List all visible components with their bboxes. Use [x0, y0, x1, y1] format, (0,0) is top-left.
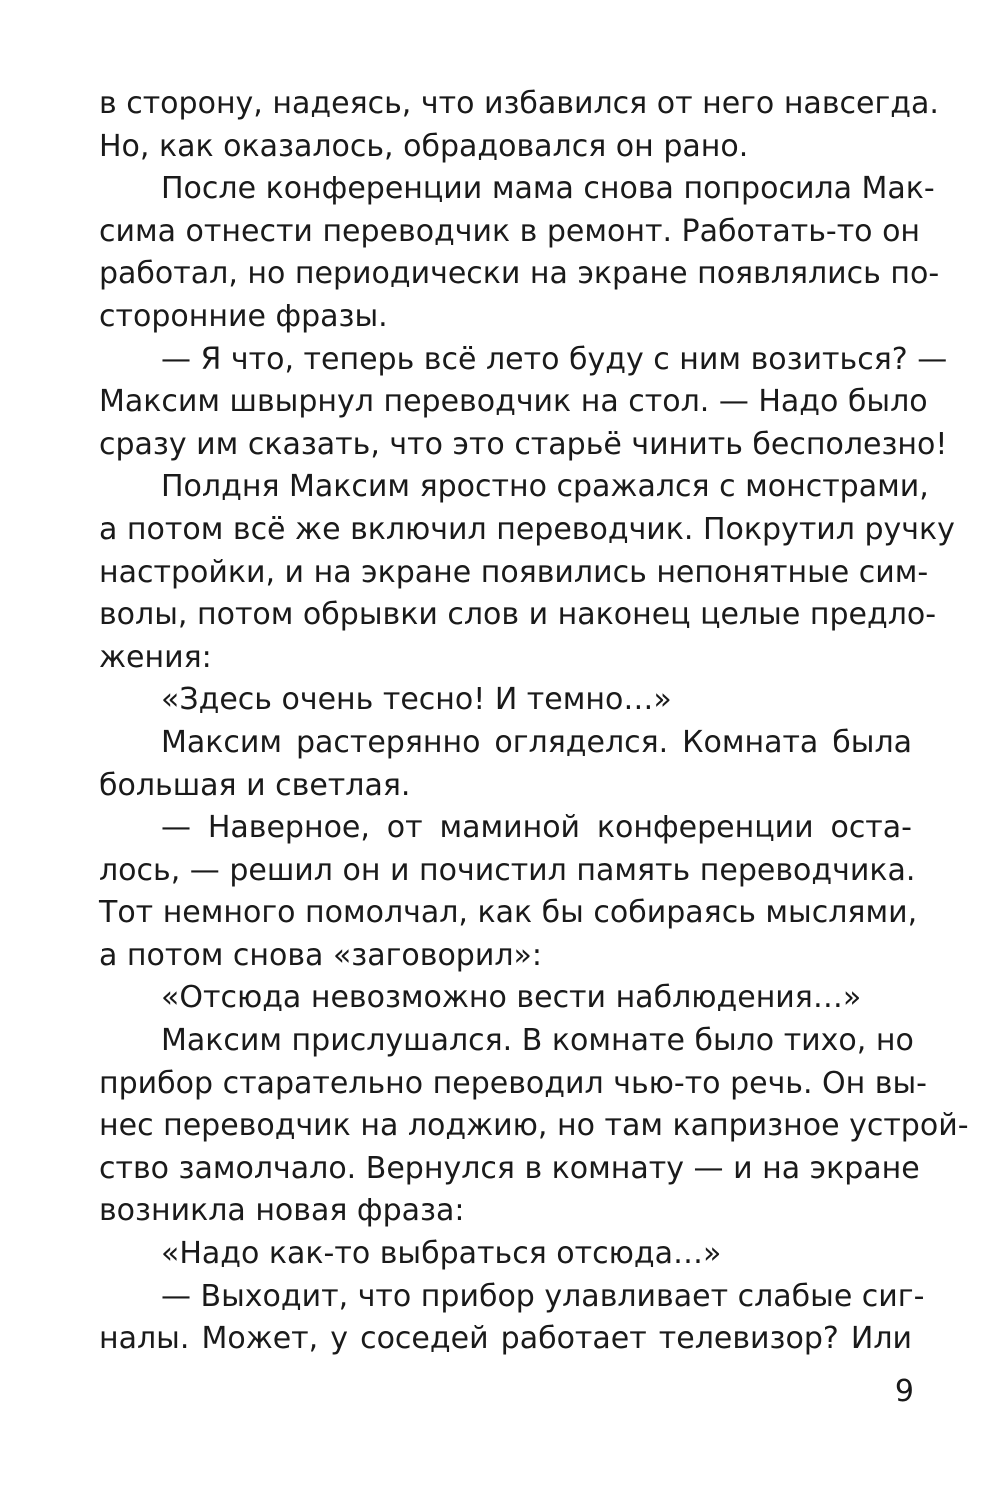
text-line: Но, как оказалось, обрадовался он рано.: [99, 128, 749, 164]
text-line: возникла новая фраза:: [99, 1193, 465, 1229]
text-line: нес переводчик на лоджию, но там капризное устрой-: [99, 1108, 969, 1144]
text-line: в сторону, надеясь, что избавился от него навсегда.: [99, 86, 939, 121]
text-line: После конференции мама снова попросила Мак-: [161, 171, 935, 207]
text-line: работал, но периодически на экране появлялись по-: [99, 256, 940, 292]
text-line: настройки, и на экране появились непонятные сим-: [99, 554, 929, 590]
text-line: а потом всё же включил переводчик. Покрутил ручку: [99, 511, 955, 547]
text-line: ство замолчало. Вернулся в комнату — и на экране: [99, 1150, 920, 1186]
text-line: «Отсюда невозможно вести наблюдения…»: [161, 980, 862, 1016]
text-line: жения:: [99, 639, 212, 675]
text-line: Тот немного помолчал, как бы собираясь мыслями,: [99, 895, 918, 931]
text-line: — Я что, теперь всё лето буду с ним возиться? —: [161, 341, 948, 377]
text-line: сразу им сказать, что это старьё чинить бесполезно!: [99, 426, 948, 462]
text-line: налы. Может, у соседей работает телевизор? Или: [99, 1321, 912, 1357]
text-line: сима отнести переводчик в ремонт. Работать-то он: [99, 213, 921, 249]
text-line: — Выходит, что прибор улавливает слабые сиг-: [161, 1278, 925, 1314]
text-line: Максим швырнул переводчик на стол. — Надо было: [99, 384, 928, 420]
text-line: — Наверное, от маминой конференции оста-: [161, 810, 912, 846]
text-line: большая и светлая.: [99, 767, 411, 803]
text-line: Максим растерянно огляделся. Комната была: [161, 724, 912, 760]
text-line: «Здесь очень тесно! И темно…»: [161, 682, 672, 718]
text-line: Полдня Максим яростно сражался с монстрами,: [161, 469, 929, 505]
text-line: «Надо как-то выбраться отсюда…»: [161, 1236, 722, 1272]
text-line: прибор старательно переводил чью-то речь. Он вы-: [99, 1065, 928, 1101]
page-number: 9: [894, 1374, 914, 1409]
text-line: волы, потом обрывки слов и наконец целые предло-: [99, 597, 937, 633]
text-line: Максим прислушался. В комнате было тихо, но: [161, 1023, 914, 1059]
text-line: а потом снова «заговорил»:: [99, 937, 542, 973]
text-line: сторонние фразы.: [99, 298, 388, 334]
body-text: [99, 83, 969, 1361]
text-line: лось, — решил он и почистил память переводчика.: [99, 852, 916, 888]
